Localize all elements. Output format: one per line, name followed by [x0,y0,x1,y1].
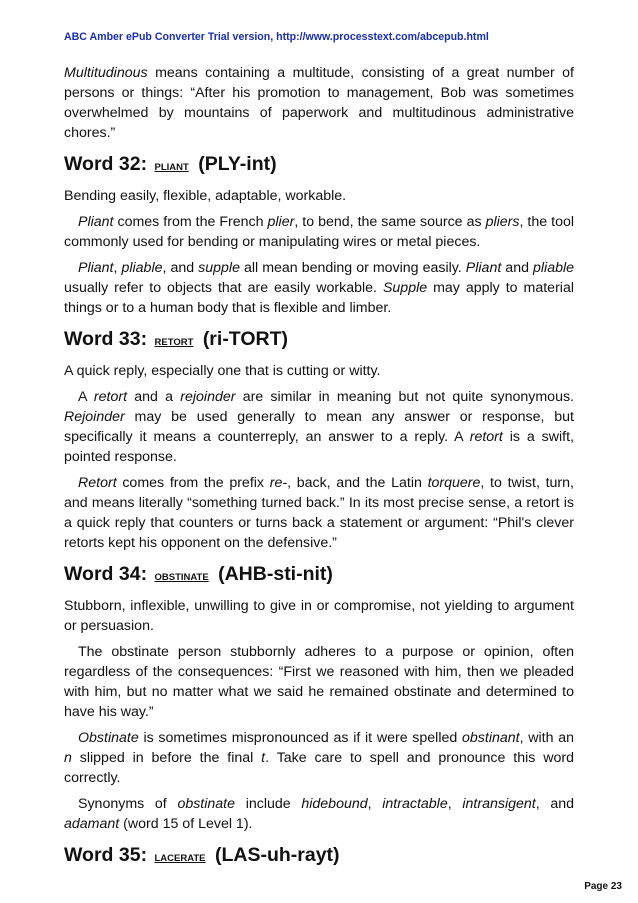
italic-term: supple [198,260,240,276]
word-33-paragraph-1 [64,387,574,467]
paragraph-text: include [235,796,302,812]
paragraph-text: may apply to material things or to a human body that is flexible and limber. [64,280,574,316]
headword: RETORT [154,337,194,348]
converter-banner: ABC Amber ePub Converter Trial version, http://www.processtext.com/abcepub.html [64,31,489,43]
paragraph-text: all mean bending or moving easily. [239,260,466,276]
italic-term: Pliant [465,260,502,276]
word-32-paragraph-1 [64,212,574,252]
word-label: Word 32: [64,153,148,175]
word-label: Word 33: [64,328,148,350]
paragraph-text: , and [535,796,575,812]
paragraph-text: . Take care to spell and pronounce this word correctly. [64,750,574,786]
paragraph-text: , with an [519,730,574,746]
italic-term: re- [269,475,288,491]
word-label: Word 34: [64,563,148,585]
italic-term: Obstinate [78,730,139,746]
paragraph-text: , [113,260,122,276]
italic-term: obstinant [462,730,520,746]
word-35-heading [64,843,574,871]
pronunciation: (ri-TORT) [202,328,289,350]
italic-term: obstinate [177,796,236,812]
italic-term: t [261,750,266,766]
paragraph-text: may be used generally to mean any answer or response, but specifically it means a counterreply, an answer to a reply. A [64,409,574,445]
word-34-definition: Stubborn, inflexible, unwilling to give in or compromise, not yielding to argument or persuasion. [64,598,574,634]
paragraph-text: and a [127,389,181,405]
word-32-definition: Bending easily, flexible, adaptable, workable. [64,188,347,204]
word-34-paragraph-2 [64,728,574,788]
paragraph-text: slipped in before the final [71,750,262,766]
word-33-heading [64,327,574,355]
word-34-paragraph-1: The obstinate person stubbornly adheres to a purpose or opinion, often regardless of the consequences: “First we reasoned with him, then we pleaded with him, but no matter what we said he remained obstinate and determined to have his way.” [64,644,574,720]
italic-term: pliable [533,260,575,276]
pronunciation: (AHB-sti-nit) [218,563,333,585]
italic-term: Rejoinder [64,409,125,425]
page-number: Page 23 [584,881,622,892]
italic-term: Supple [382,280,428,296]
italic-term: Retort [78,475,117,491]
pronunciation: (PLY-int) [198,153,277,175]
italic-term: n [64,750,72,766]
headword: PLIANT [154,162,189,173]
word-33-definition: A quick reply, especially one that is cutting or witty. [64,363,381,379]
paragraph-text: comes from the French [113,214,268,230]
italic-term: adamant [64,816,120,832]
paragraph-text: (word 15 of Level 1). [119,816,253,832]
paragraph-text: and [501,260,533,276]
paragraph-text: , to twist, turn, and means literally “something turned back.” In its most precise sense, a retort is a quick reply that counters or turns back a statement or argument: “Phil's clever retorts kept his opponent on the defensive.” [64,475,574,551]
paragraph-text: means containing a multitude, consisting of a great number of persons or things: “After his promotion to management, Bob was sometimes overwhelmed by mountains of paperwork and multitudinous administrative chores.” [64,65,574,141]
paragraph-text: A [78,389,94,405]
italic-term: retort [469,429,503,445]
headword: LACERATE [154,853,206,864]
italic-term: intransigent [462,796,536,812]
word-33-paragraph-2 [64,473,574,553]
italic-term: pliers [485,214,520,230]
italic-term: torquere [427,475,481,491]
paragraph-text: is sometimes mispronounced as if it were spelled [138,730,462,746]
word-34-heading [64,562,574,590]
italic-term: intractable [382,796,448,812]
paragraph-text: comes from the prefix [116,475,270,491]
italic-term: plier [267,214,295,230]
italic-term: retort [93,389,128,405]
paragraph-text: , [367,796,383,812]
italic-term: Pliant [78,260,114,276]
headword: OBSTINATE [154,572,209,583]
word-label: Word 35: [64,844,148,866]
italic-term: Pliant [78,214,114,230]
paragraph-text: , to bend, the same source as [294,214,486,230]
paragraph-text: is a swift, pointed response. [64,429,574,465]
paragraph-text: , back, and the Latin [287,475,428,491]
pronunciation: (LAS-uh-rayt) [214,844,340,866]
italic-term: Multitudinous [64,65,148,81]
word-34-paragraph-3 [64,794,574,834]
word-32-heading [64,152,574,180]
italic-term: rejoinder [180,389,236,405]
paragraph-text: , and [162,260,199,276]
page-content [64,63,574,877]
word-32-paragraph-2 [64,258,574,318]
paragraph-text: , the tool commonly used for bending or manipulating wires or metal pieces. [64,214,574,250]
paragraph-text: , [447,796,463,812]
paragraph-text: Synonyms of [78,796,178,812]
italic-term: hidebound [301,796,368,812]
paragraph-text: usually refer to objects that are easily workable. [64,280,383,296]
italic-term: pliable [121,260,163,276]
intro-paragraph [64,63,574,143]
paragraph-text: are similar in meaning but not quite synonymous. [235,389,574,405]
